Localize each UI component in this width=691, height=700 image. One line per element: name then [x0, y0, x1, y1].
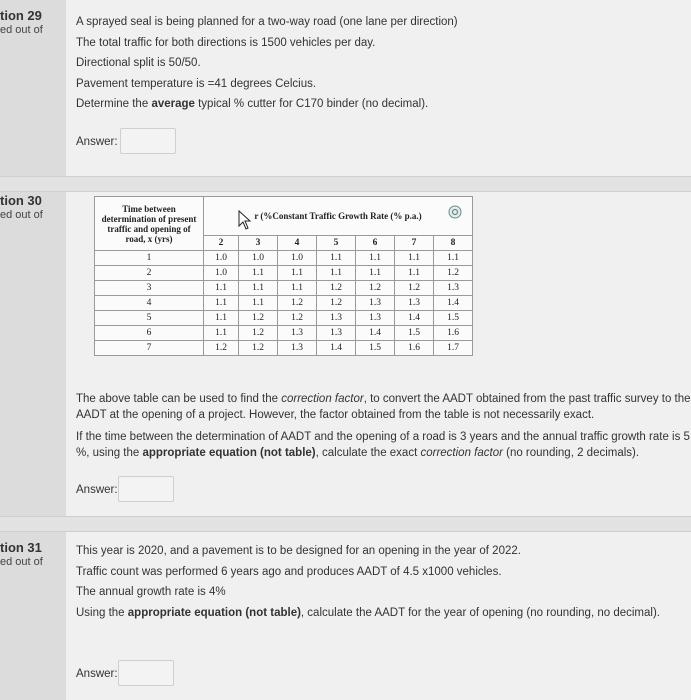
q29-line-5-rest: typical % cutter for C170 binder (no decimal).	[194, 98, 429, 110]
q30-para2-bold: appropriate equation (not table)	[142, 447, 316, 459]
q31-info	[0, 540, 43, 568]
table-cell: 1.2	[239, 341, 278, 356]
table-cell: 1.2	[356, 281, 395, 296]
q29-line-4: Pavement temperature is =41 degrees Celcius.	[76, 78, 317, 90]
table-cell: 1.1	[239, 266, 278, 281]
table-cell: 1.2	[395, 281, 434, 296]
rate-header: 4	[278, 236, 317, 251]
table-row	[95, 281, 473, 296]
table-cell: 1.4	[434, 296, 473, 311]
q31-status: ed out of	[0, 556, 43, 568]
table-cell: 1.1	[278, 281, 317, 296]
table-cell: 1.1	[239, 296, 278, 311]
q30-para1-italic: correction factor	[281, 393, 364, 405]
table-cell: 1.2	[278, 311, 317, 326]
q31-line-1: This year is 2020, and a pavement is to be designed for an opening in the year of 2022.	[76, 545, 521, 557]
table-body	[95, 251, 473, 356]
table-cell: 1.3	[356, 296, 395, 311]
table-cell: 1.5	[434, 311, 473, 326]
q31-line-4-b: , calculate the AADT for the year of opening (no rounding, no decimal).	[300, 607, 660, 619]
table-cell: 1.4	[317, 341, 356, 356]
table-row-x: 1	[95, 251, 204, 266]
table-row	[95, 266, 473, 281]
q31-line-4	[76, 607, 660, 619]
table-cell: 1.1	[395, 251, 434, 266]
q30-answer-label: Answer:	[76, 484, 118, 496]
table-row-x: 4	[95, 296, 204, 311]
q30-para1-b: , to convert the AADT obtained from the past traffic survey to the	[363, 393, 691, 405]
table-cell: 1.0	[204, 266, 239, 281]
table-cell: 1.2	[434, 266, 473, 281]
q29-line-2: The total traffic for both directions is 1500 vehicles per day.	[76, 37, 376, 49]
table-cell: 1.2	[239, 311, 278, 326]
q29-answer-label: Answer:	[76, 136, 118, 148]
q31-line-2: Traffic count was performed 6 years ago and produces AADT of 4.5 x1000 vehicles.	[76, 566, 502, 578]
q29-answer-input[interactable]	[120, 128, 176, 154]
table-cell: 1.3	[278, 341, 317, 356]
table-cell: 1.7	[434, 341, 473, 356]
q29-line-3: Directional split is 50/50.	[76, 57, 201, 69]
table-cell: 1.2	[278, 296, 317, 311]
table-row-x: 2	[95, 266, 204, 281]
q30-side-strip	[0, 188, 67, 518]
q30-para1-a: The above table can be used to find the	[76, 393, 282, 405]
table-cell: 1.1	[356, 251, 395, 266]
table-cell: 1.3	[278, 326, 317, 341]
table-cell: 1.5	[356, 341, 395, 356]
q30-para2-a: %, using the	[76, 447, 143, 459]
q30-status: ed out of	[0, 209, 43, 221]
table-row-x: 6	[95, 326, 204, 341]
q31-line-4-bold: appropriate equation (not table)	[127, 607, 301, 619]
q29-line-1: A sprayed seal is being planned for a two-way road (one lane per direction)	[76, 16, 458, 28]
q31-line-3: The annual growth rate is 4%	[76, 586, 226, 598]
table-cell: 1.1	[204, 296, 239, 311]
table-cell: 1.1	[204, 326, 239, 341]
q30-number: tion 30	[0, 193, 42, 208]
table-cell: 1.2	[204, 341, 239, 356]
q31-answer-label: Answer:	[76, 668, 118, 680]
q29-status: ed out of	[0, 24, 43, 36]
rate-header: 5	[317, 236, 356, 251]
q31-number: tion 31	[0, 540, 42, 555]
table-cell: 1.1	[317, 266, 356, 281]
table-cell: 1.4	[395, 311, 434, 326]
table-cell: 1.1	[278, 266, 317, 281]
table-cell: 1.1	[434, 251, 473, 266]
q29-number: tion 29	[0, 8, 42, 23]
rate-header: 3	[239, 236, 278, 251]
table-cell: 1.3	[356, 311, 395, 326]
table-row	[95, 311, 473, 326]
cursor-icon	[238, 210, 252, 230]
table-cell: 1.3	[395, 296, 434, 311]
table-cell: 1.2	[239, 326, 278, 341]
table-cell: 1.1	[395, 266, 434, 281]
table-row	[95, 341, 473, 356]
divider-1	[0, 176, 691, 192]
table-row-x: 3	[95, 281, 204, 296]
q29-line-5-start: Determine the	[76, 98, 152, 110]
rate-header: 6	[356, 236, 395, 251]
q30-para2-c: (no rounding, 2 decimals).	[502, 447, 640, 459]
table-cell: 1.1	[239, 281, 278, 296]
q31-answer-input[interactable]	[118, 660, 174, 686]
q30-para2-line1: If the time between the determination of AADT and the opening of a road is 3 years and the annual traffic growth rate is 5	[76, 431, 690, 443]
table-row-x: 7	[95, 341, 204, 356]
q31-line-4-a: Using the	[76, 607, 128, 619]
q29-line-5	[76, 98, 428, 110]
table-cell: 1.0	[278, 251, 317, 266]
q29-line-5-bold: average	[151, 98, 195, 110]
table-cell: 1.3	[317, 326, 356, 341]
table-cell: 1.3	[434, 281, 473, 296]
table-cell: 1.1	[204, 311, 239, 326]
q30-para2-b: , calculate the exact	[315, 447, 421, 459]
q30-para1-line1	[76, 393, 691, 405]
q30-info	[0, 193, 43, 221]
table-cell: 1.1	[317, 251, 356, 266]
table-cell: 1.1	[204, 281, 239, 296]
q30-para1-line2: AADT at the opening of a project. However, the factor obtained from the table is not necessarily exact.	[76, 409, 595, 421]
q30-answer-input[interactable]	[118, 476, 174, 502]
table-cell: 1.6	[395, 341, 434, 356]
q29-info	[0, 8, 43, 36]
table-cell: 1.1	[356, 266, 395, 281]
q30-para2-line2	[76, 447, 639, 459]
growth-factor-table	[94, 196, 473, 356]
gear-icon[interactable]	[448, 205, 462, 219]
table-cell: 1.0	[204, 251, 239, 266]
table-cell: 1.2	[317, 296, 356, 311]
table-cell: 1.6	[434, 326, 473, 341]
rate-header: 8	[434, 236, 473, 251]
table-row	[95, 296, 473, 311]
table-col-header-text: r (%Constant Traffic Growth Rate (% p.a.)	[254, 211, 422, 221]
table-row-header: Time between determination of present traffic and opening of road, x (yrs)	[95, 197, 204, 251]
rate-header: 7	[395, 236, 434, 251]
table-row-x: 5	[95, 311, 204, 326]
table-cell: 1.2	[317, 281, 356, 296]
q30-para2-italic: correction factor	[420, 447, 503, 459]
rate-header: 2	[204, 236, 239, 251]
table-cell: 1.3	[317, 311, 356, 326]
table-cell: 1.5	[395, 326, 434, 341]
table-row	[95, 326, 473, 341]
table-cell: 1.4	[356, 326, 395, 341]
divider-2	[0, 516, 691, 532]
table-cell: 1.0	[239, 251, 278, 266]
table-row	[95, 251, 473, 266]
